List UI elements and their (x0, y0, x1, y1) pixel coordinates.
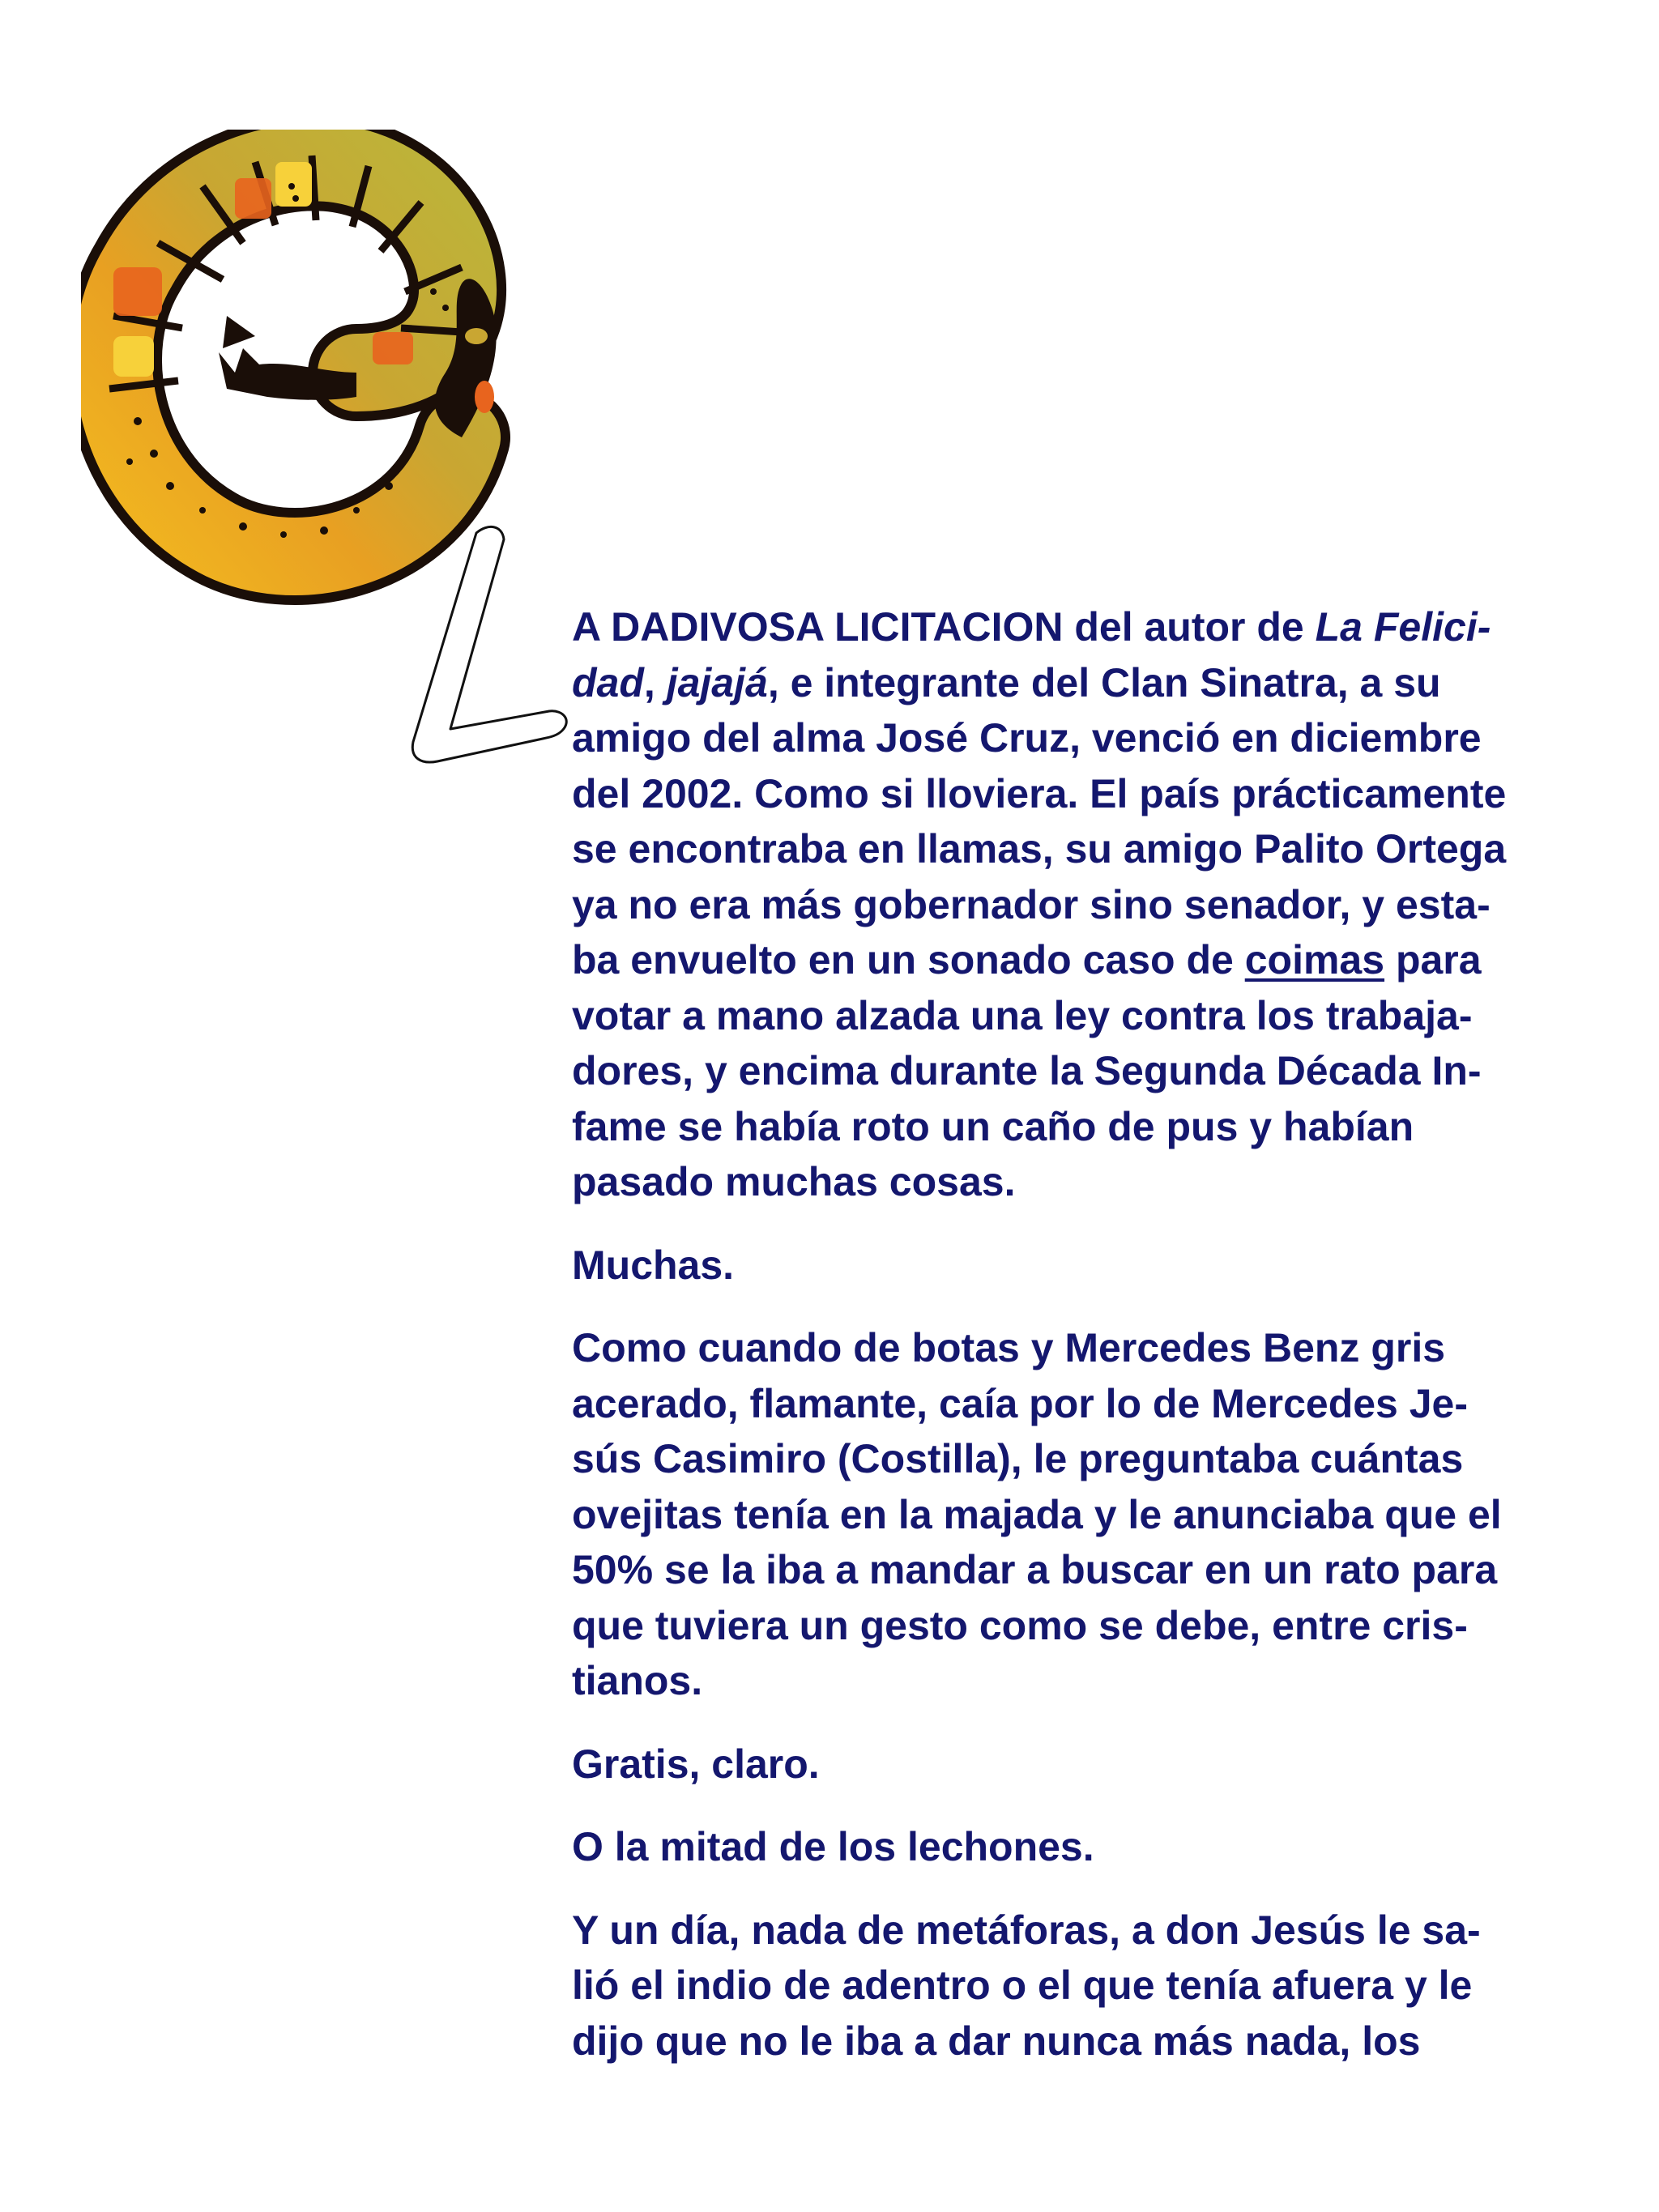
book-title-italic: dad (572, 659, 644, 705)
body-text (572, 599, 1641, 2096)
text-line: ovejitas tenía en la majada y le anunciaba que el (572, 1491, 1502, 1537)
line-text: , e integrante del Clan Sinatra, a su (767, 659, 1441, 705)
paragraph-3 (572, 1320, 1641, 1709)
text-line: lió el indio de adentro o el que tenía afuera y le (572, 1963, 1473, 2008)
text-line: dijo que no le iba a dar nunca más nada, los (572, 2018, 1421, 2064)
text-line: acerado, flamante, caía por lo de Mercedes Je- (572, 1380, 1469, 1426)
text-line: sús Casimiro (Costilla), le preguntaba cuántas (572, 1436, 1464, 1481)
paragraph-5: O la mitad de los lechones. (572, 1824, 1094, 1869)
text-line (572, 932, 1641, 988)
line-text: ba envuelto en un sonado caso de (572, 937, 1245, 982)
text-line: amigo del alma José Cruz, venció en diciembre (572, 715, 1482, 761)
text-line: pasado muchas cosas. (572, 1159, 1016, 1204)
text-line: que tuviera un gesto como se debe, entre cris- (572, 1602, 1468, 1648)
text-line: votar a mano alzada una ley contra los trabaja- (572, 992, 1473, 1038)
text-line: fame se había roto un caño de pus y habían (572, 1103, 1414, 1149)
text-line: 50% se la iba a mandar a buscar en un rato para (572, 1547, 1498, 1592)
line-text: para (1384, 937, 1482, 982)
text-line: Y un día, nada de metáforas, a don Jesús le sa- (572, 1907, 1481, 1953)
paragraph-4: Gratis, claro. (572, 1741, 820, 1787)
text-line: ya no era más gobernador sino senador, y esta- (572, 881, 1491, 927)
text-line: se encontraba en llamas, su amigo Palito Ortega (572, 826, 1507, 872)
text-line (572, 599, 1641, 655)
coimas-link[interactable]: coimas (1244, 937, 1385, 982)
line-text: , (643, 659, 667, 705)
text-line: tianos. (572, 1658, 703, 1703)
text-line: dores, y encima durante la Segunda Década In- (572, 1048, 1482, 1093)
dropcap-letter-l (381, 518, 591, 826)
text-line: del 2002. Como si lloviera. El país prácticamente (572, 770, 1507, 816)
paragraph-1 (572, 599, 1641, 1210)
book-title-italic: jajajá (666, 659, 768, 705)
line-text: A DADIVOSA LICITACION del autor de (572, 604, 1316, 650)
paragraph-2: Muchas. (572, 1242, 735, 1288)
book-title-italic: La Felici- (1315, 604, 1491, 650)
paragraph-6 (572, 1903, 1641, 2069)
text-line (572, 655, 1641, 711)
text-line: Como cuando de botas y Mercedes Benz gris (572, 1325, 1446, 1370)
